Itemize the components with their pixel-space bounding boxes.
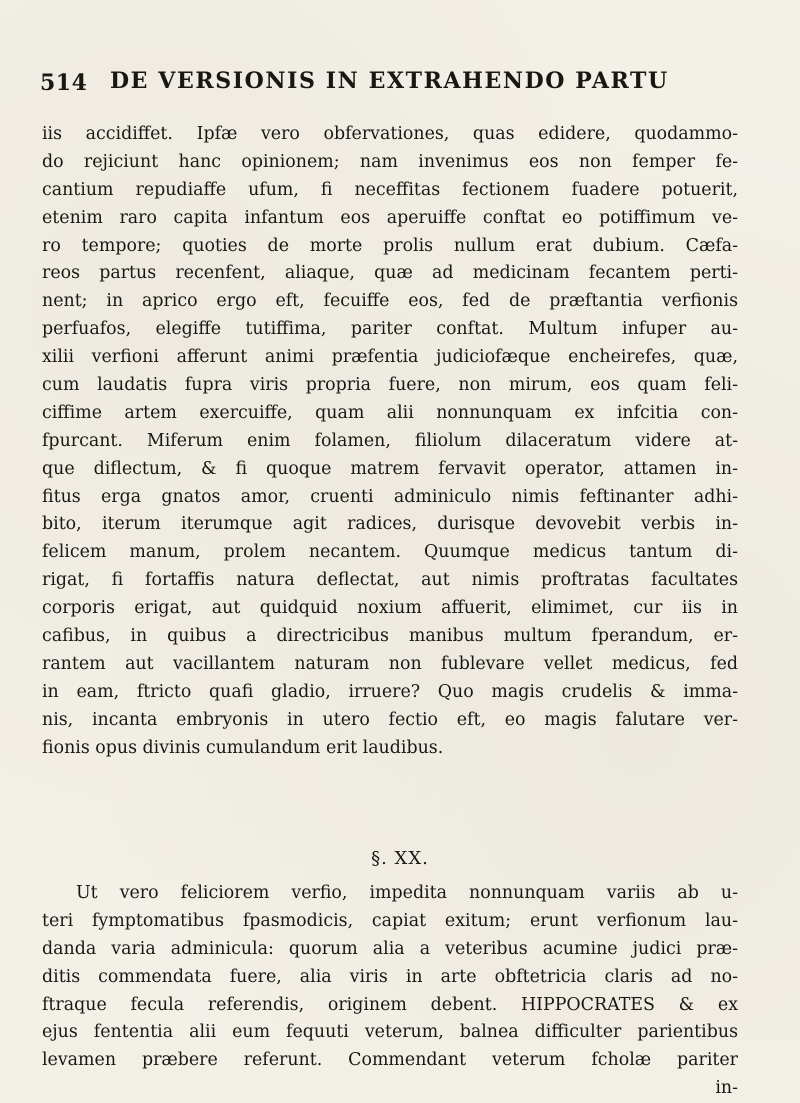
- text-line: rantem aut vacillantem naturam non fublevare vellet medicus, fed: [42, 653, 738, 674]
- text-line: danda varia adminicula: quorum alia a veteribus acumine judici præ-: [42, 938, 738, 959]
- text-line: fionis opus divinis cumulandum erit laudibus.: [42, 737, 444, 758]
- section-heading: §. XX.: [371, 848, 429, 869]
- text-line: iis accidiffet. Ipfæ vero obfervationes, quas edidere, quodammo-: [42, 124, 738, 144]
- text-line: nent; in aprico ergo eft, fecuiffe eos, fed de præftantia verfionis: [42, 291, 738, 312]
- text-line: Ut vero feliciorem verfio, impedita nonnunquam variis ab u-: [76, 883, 738, 903]
- text-line: cum laudatis fupra viris propria fuere, non mirum, eos quam feli-: [42, 375, 738, 396]
- text-line: ejus fententia alii eum fequuti veterum, balnea difficulter parientibus: [42, 1022, 738, 1043]
- text-line: fpurcant. Miferum enim folamen, filiolum dilaceratum videre at-: [42, 430, 738, 451]
- text-line: cafibus, in quibus a directricibus manibus multum fperandum, er-: [42, 626, 738, 647]
- text-line: in eam, ftricto quafi gladio, irruere? Quo magis crudelis & imma-: [42, 681, 738, 702]
- page-header: [40, 64, 760, 104]
- text-line: ciffime artem exercuiffe, quam alii nonnunquam ex infcitia con-: [42, 402, 738, 423]
- paragraph-2: [42, 880, 738, 1103]
- text-line: etenim raro capita infantum eos aperuiffe conftat eo potiffimum ve-: [42, 207, 738, 228]
- text-line: do rejiciunt hanc opinionem; nam invenimus eos non femper fe-: [42, 151, 738, 172]
- text-line: fitus erga gnatos amor, cruenti adminiculo nimis feftinanter adhi-: [42, 486, 738, 507]
- text-line: levamen præbere referunt. Commendant veterum fcholæ pariter: [42, 1050, 738, 1071]
- text-line: felicem manum, prolem necantem. Quumque medicus tantum di-: [42, 542, 738, 563]
- text-line: ftraque fecula referendis, originem debent. HIPPOCRATES & ex: [42, 994, 738, 1015]
- text-line: ditis commendata fuere, alia viris in arte obftetricia claris ad no-: [42, 966, 738, 987]
- catchword: in-: [715, 1078, 738, 1099]
- page-number: 514: [40, 70, 88, 96]
- text-line: rigat, fi fortaffis natura deflectat, aut nimis proftratas facultates: [42, 570, 738, 591]
- text-line: cantium repudiaffe ufum, fi neceffitas fectionem fuadere potuerit,: [42, 179, 738, 200]
- text-line: que diflectum, & fi quoque matrem fervavit operator, attamen in-: [42, 458, 738, 479]
- text-line: ro tempore; quoties de morte prolis nullum erat dubium. Cæfa-: [42, 235, 738, 256]
- text-line: reos partus recenfent, aliaque, quæ ad medicinam fecantem perti-: [42, 263, 738, 284]
- paragraph-1: [42, 121, 738, 762]
- running-head: DE VERSIONIS IN EXTRAHENDO PARTU: [110, 68, 669, 94]
- text-line: corporis erigat, aut quidquid noxium affuerit, elimimet, cur iis in: [42, 598, 738, 619]
- text-line: perfuafos, elegiffe tutiffima, pariter conftat. Multum infuper au-: [42, 319, 738, 340]
- text-line: bito, iterum iterumque agit radices, durisque devovebit verbis in-: [42, 514, 738, 535]
- text-line: xilii verfioni afferunt animi præfentia judiciofæque encheirefes, quæ,: [42, 347, 738, 368]
- text-line: teri fymptomatibus fpasmodicis, capiat exitum; erunt verfionum lau-: [42, 910, 738, 931]
- text-line: nis, incanta embryonis in utero fectio eft, eo magis falutare ver-: [42, 709, 738, 730]
